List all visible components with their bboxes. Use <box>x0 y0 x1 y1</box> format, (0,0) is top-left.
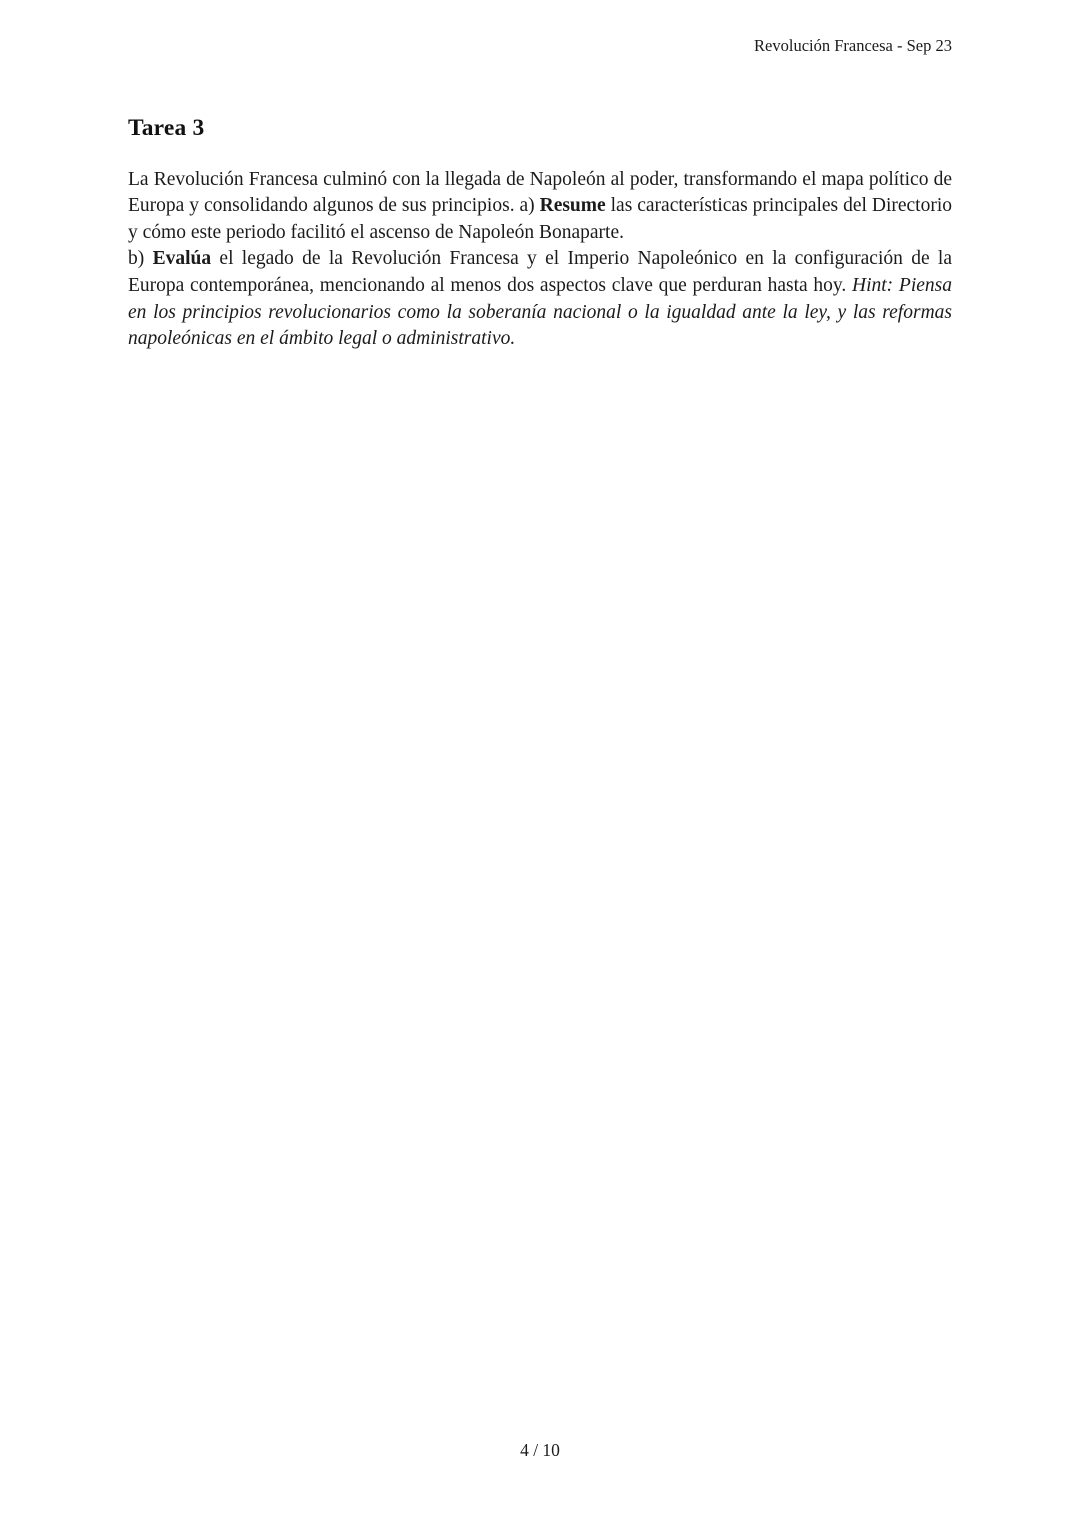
text-segment: Evalúa <box>152 248 212 270</box>
paragraph <box>128 246 952 352</box>
text-segment: las características principales del Directorio y cómo este periodo facilitó el ascenso de Napoleón Bonaparte. <box>128 195 952 243</box>
running-header: Revolución Francesa - Sep 23 <box>754 36 952 55</box>
task-heading: Tarea 3 <box>128 114 205 141</box>
text-segment: el legado de la Revolución Francesa y el Imperio Napoleónico en la configuración de la Europa contemporánea, mencionando al menos dos aspectos clave que perduran hasta hoy. <box>128 248 952 296</box>
paragraph <box>128 167 952 247</box>
text-segment: La Revolución Francesa culminó con la llegada de Napoleón al poder, transformando el mapa político de Europa y consolidando algunos de sus principios. a) <box>128 168 952 217</box>
page-number-indicator: 4 / 10 <box>520 1440 560 1460</box>
text-segment: Resume <box>539 195 606 217</box>
text-segment: b) <box>128 248 153 270</box>
task-body <box>128 167 952 353</box>
text-segment: Hint: Piensa en los principios revolucionarios como la soberanía nacional o la igualdad ante la ley, y las reformas napoleónicas en el ámbito legal o administrativo. <box>128 275 953 350</box>
